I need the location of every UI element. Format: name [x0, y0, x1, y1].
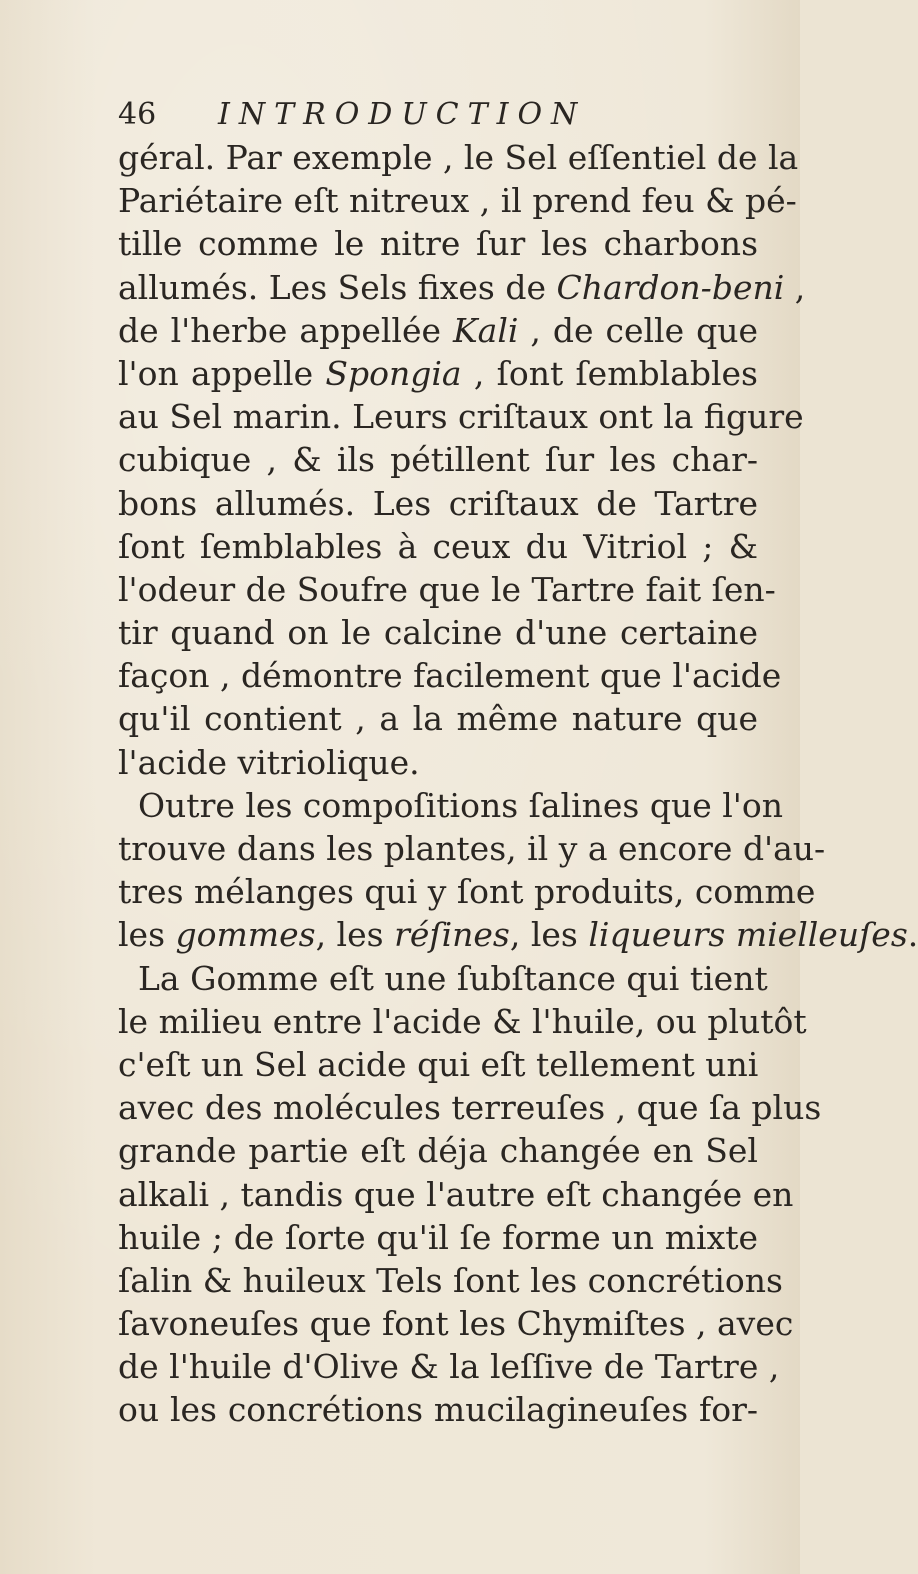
- italic-term: Kali: [453, 310, 519, 350]
- text-line: [118, 352, 758, 395]
- text-line: ſont ſemblables à ceux du Vitriol ; &: [118, 526, 758, 566]
- text-line: ſavoneuſes que font les Chymiſtes , avec: [118, 1304, 794, 1344]
- text-line: de l'huile d'Olive & la leſſive de Tartre ,: [118, 1347, 780, 1387]
- text-segment: .: [907, 915, 918, 955]
- text-line: tille comme le nitre ſur les charbons: [118, 224, 758, 264]
- text-segment: de l'herbe appellée: [118, 310, 453, 350]
- text-line: l'odeur de Soufre que le Tartre fait ſen-: [118, 569, 776, 609]
- text-line: géral. Par exemple , le Sel eſſentiel de la: [118, 138, 799, 177]
- body-text: [118, 136, 918, 1432]
- text-line: avec des molécules terreuſes , que ſa plus: [118, 1088, 822, 1128]
- text-line: Outre les compoſitions ſalines que l'on: [138, 785, 783, 825]
- text-line: alkali , tandis que l'autre eſt changée en: [118, 1174, 794, 1214]
- italic-term: liqueurs mielleuſes: [588, 915, 908, 955]
- italic-term: Spongia: [325, 353, 462, 393]
- text-line: qu'il contient , a la même nature que: [118, 699, 758, 739]
- text-segment: , de celle que: [518, 310, 758, 350]
- italic-term: Chardon-beni: [556, 267, 785, 307]
- text-line: le milieu entre l'acide & l'huile, ou plutôt: [118, 1001, 807, 1041]
- text-segment: l'on appelle: [118, 353, 326, 393]
- text-line: tres mélanges qui y ſont produits, comme: [118, 872, 816, 912]
- text-line: ſalin & huileux Tels ſont les concrétions: [118, 1260, 783, 1300]
- text-segment: , les: [509, 915, 589, 955]
- text-segment: allumés. Les Sels fixes de: [118, 267, 557, 307]
- text-line: tir quand on le calcine d'une certaine: [118, 613, 758, 653]
- text-line: trouve dans les plantes, il y a encore d'au-: [118, 829, 826, 868]
- text-segment: , les: [315, 915, 395, 955]
- text-line: [118, 266, 806, 309]
- text-segment: ,: [784, 267, 806, 307]
- text-segment: , ſont ſemblables: [461, 353, 758, 393]
- page-number: 46: [118, 97, 157, 132]
- italic-term: réſines: [394, 915, 510, 955]
- text-line: Pariétaire eſt nitreux , il prend feu & pé-: [118, 181, 797, 221]
- text-segment: les: [118, 915, 176, 955]
- text-line: bons allumés. Les criſtaux de Tartre: [118, 483, 758, 523]
- italic-term: gommes: [175, 915, 316, 955]
- text-line: au Sel marin. Leurs criſtaux ont la figure: [118, 397, 804, 437]
- text-line: c'eſt un Sel acide qui eſt tellement uni: [118, 1044, 759, 1084]
- text-line: cubique , & ils pétillent ſur les char-: [118, 440, 758, 480]
- text-line: [118, 309, 758, 352]
- text-line: [118, 913, 918, 956]
- text-line: huile ; de ſorte qu'il ſe forme un mixte: [118, 1217, 758, 1257]
- text-line: ou les concrétions mucilagineuſes for-: [118, 1390, 758, 1430]
- text-line: La Gomme eſt une ſubſtance qui tient: [138, 958, 768, 998]
- page-header: [118, 95, 758, 135]
- text-line: grande partie eſt déja changée en Sel: [118, 1131, 758, 1171]
- text-line: façon , démontre facilement que l'acide: [118, 656, 782, 696]
- text-line: l'acide vitriolique.: [118, 742, 420, 782]
- running-title: INTRODUCTION: [218, 97, 587, 132]
